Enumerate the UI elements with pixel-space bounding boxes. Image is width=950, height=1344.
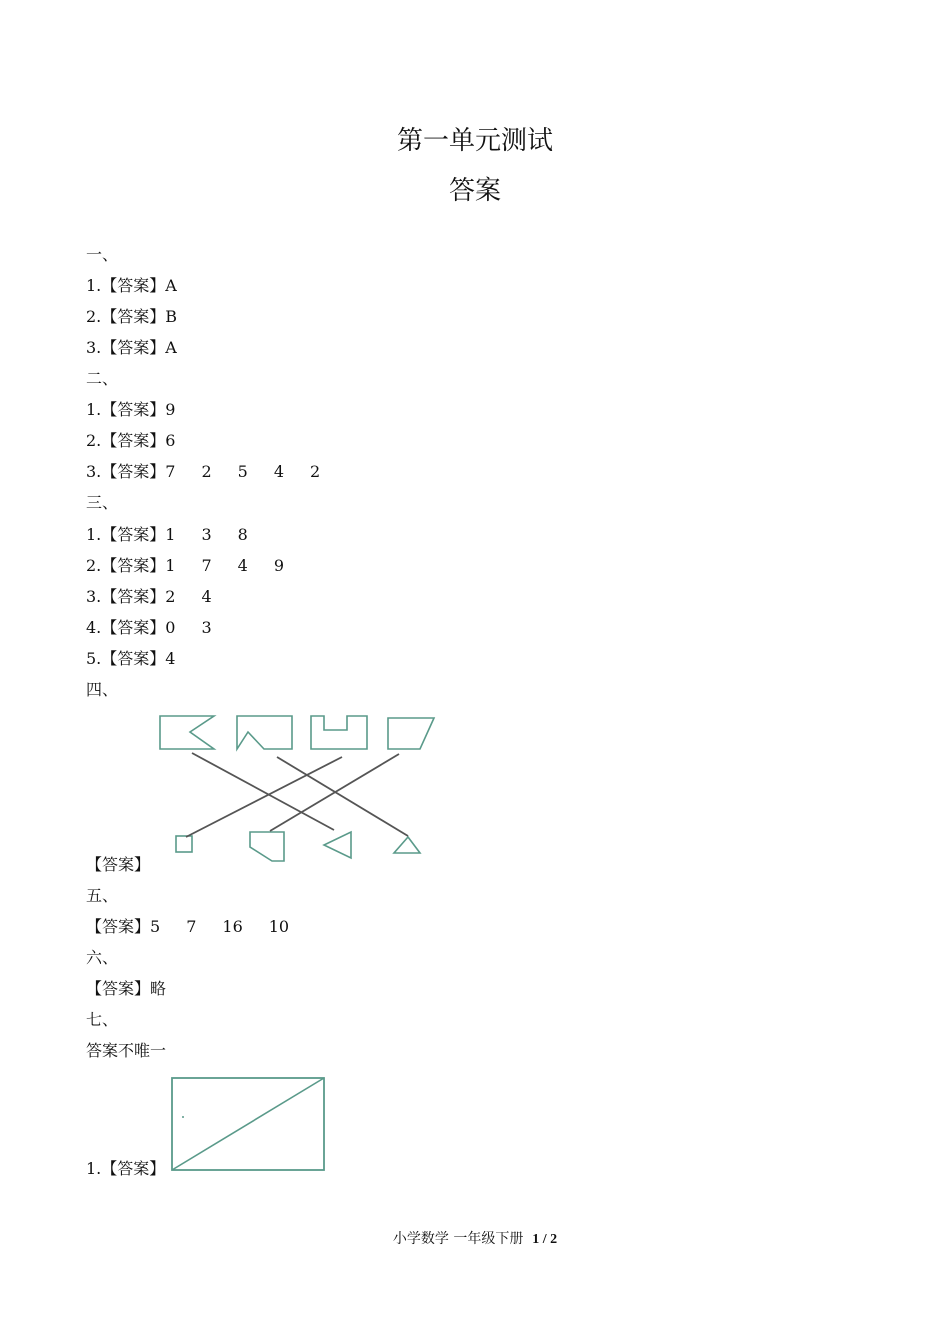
answer-line	[86, 462, 320, 482]
answer-line	[86, 855, 150, 875]
rectangle-with-square-notch-shape	[311, 716, 367, 749]
answer-label: 2.【答案】	[86, 307, 166, 326]
section-heading: 二、	[86, 369, 119, 388]
answer-value: 4	[201, 587, 212, 606]
footer-text: 小学数学 一年级下册	[392, 1231, 524, 1247]
triangle-up-shape	[394, 837, 420, 853]
answer-label: 3.【答案】	[86, 587, 166, 606]
divided-rectangle-figure	[168, 1074, 328, 1174]
answer-line	[86, 276, 177, 296]
answer-value: 1	[165, 556, 176, 575]
answer-line	[86, 338, 177, 358]
answer-line	[86, 431, 175, 451]
triangle-left-shape	[324, 832, 351, 858]
answer-value: 9	[165, 400, 176, 419]
answer-value: A	[165, 276, 177, 295]
small-square-shape	[176, 836, 192, 852]
answer-label: 5.【答案】	[86, 649, 166, 668]
answer-value: 4	[237, 556, 248, 575]
answer-value: 0	[165, 618, 176, 637]
answer-line	[86, 618, 212, 638]
answer-value: A	[165, 338, 177, 357]
section-heading: 七、	[86, 1010, 119, 1029]
section-heading: 三、	[86, 493, 119, 512]
answer-value: 16	[222, 917, 243, 936]
answer-value: 略	[150, 979, 167, 998]
answer-line	[86, 1159, 165, 1179]
answer-value: 6	[165, 431, 176, 450]
answer-line	[86, 400, 175, 420]
answer-value: 2	[201, 462, 212, 481]
section-heading: 六、	[86, 948, 119, 967]
answer-label: 1.【答案】	[86, 525, 166, 544]
answer-value: 9	[273, 556, 285, 575]
answer-label: 4.【答案】	[86, 618, 166, 637]
answer-value: 3	[201, 618, 212, 637]
answer-label: 【答案】	[86, 979, 151, 998]
answer-value: 7	[201, 556, 212, 575]
page-footer	[0, 1228, 950, 1248]
answer-value: 5	[237, 462, 248, 481]
shape-matching-figure	[152, 708, 442, 868]
answer-value: 7	[186, 917, 197, 936]
answer-label: 1.【答案】	[86, 1159, 166, 1178]
section-heading: 五、	[86, 886, 119, 905]
answer-value: 5	[150, 917, 161, 936]
match-line	[192, 753, 334, 830]
answer-line	[86, 917, 289, 937]
match-line	[186, 757, 342, 837]
quadrilateral-shape	[388, 718, 434, 749]
answer-label: 2.【答案】	[86, 431, 166, 450]
section-heading: 四、	[86, 680, 119, 699]
answer-value: 10	[268, 917, 290, 936]
section-heading: 一、	[86, 245, 119, 264]
match-line	[277, 757, 408, 836]
answer-value: 2	[310, 462, 321, 481]
answer-label: 【答案】	[86, 855, 151, 874]
answer-value: 4	[273, 462, 285, 481]
answer-line	[86, 525, 248, 545]
answer-value: 7	[165, 462, 176, 481]
answer-line	[86, 587, 212, 607]
answer-value: 8	[237, 525, 248, 544]
answer-line	[86, 556, 284, 576]
answer-label: 1.【答案】	[86, 276, 166, 295]
answer-value: 1	[165, 525, 176, 544]
page-title: 第一单元测试	[396, 126, 553, 156]
answer-value: B	[165, 307, 178, 326]
answer-line	[86, 307, 177, 327]
answer-label: 1.【答案】	[86, 400, 166, 419]
answer-value: 2	[165, 587, 176, 606]
answer-value: 3	[201, 525, 212, 544]
answer-label: 2.【答案】	[86, 556, 166, 575]
answer-label: 3.【答案】	[86, 462, 166, 481]
answer-value: 4	[165, 649, 176, 668]
rectangle-with-v-shape	[237, 716, 292, 749]
notched-rectangle-shape	[160, 716, 214, 749]
answer-label: 【答案】	[86, 917, 151, 936]
trapezoid-shape	[250, 832, 284, 861]
page-number: 1 / 2	[532, 1232, 558, 1247]
answer-line	[86, 979, 166, 999]
page-subtitle: 答案	[448, 176, 501, 206]
answer-line	[86, 649, 175, 669]
answer-label: 3.【答案】	[86, 338, 166, 357]
answer-note: 答案不唯一	[86, 1041, 167, 1060]
